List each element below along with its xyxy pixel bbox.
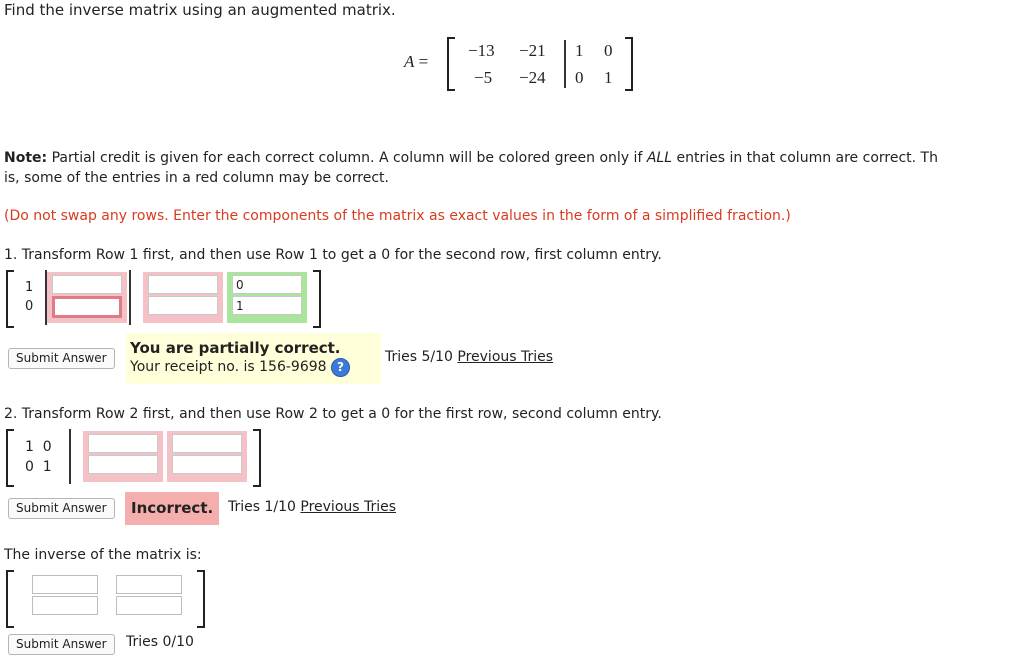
- matrix-a-right-bracket: [625, 37, 633, 91]
- q1-r1c2-input[interactable]: [148, 275, 218, 294]
- q2-incorrect-badge: Incorrect.: [125, 492, 219, 525]
- q2-column-2: [167, 431, 247, 482]
- q1-left-bracket: [6, 270, 14, 328]
- q3-r1c2-input[interactable]: [116, 575, 182, 594]
- matrix-a-cell: −13: [468, 41, 495, 60]
- q1-column-3: [227, 272, 307, 323]
- q1-previous-tries-link[interactable]: Previous Tries: [457, 349, 554, 365]
- q1-receipt-text: Your receipt no. is 156-9698: [130, 359, 327, 375]
- note-text-1: Partial credit is given for each correct column. A column will be colored green only if: [51, 150, 643, 166]
- matrix-a-cell: −21: [519, 41, 546, 60]
- q3-r2c2-input[interactable]: [116, 596, 182, 615]
- help-icon[interactable]: ?: [331, 358, 350, 377]
- q1-tries-count: Tries 5/10: [385, 349, 453, 365]
- q3-r1c1-input[interactable]: [32, 575, 98, 594]
- note-bold-label: Note:: [4, 150, 48, 166]
- q2-r1c2-input[interactable]: [172, 434, 242, 453]
- q2-prompt: 2. Transform Row 2 first, and then use Row 2 to get a 0 for the first row, second column entry.: [4, 406, 662, 422]
- q1-column-2: [143, 272, 223, 323]
- q3-right-bracket: [197, 570, 205, 628]
- q2-r1c1-input[interactable]: [88, 434, 158, 453]
- q1-column-1: [47, 272, 127, 323]
- q2-left-bracket: [6, 429, 14, 487]
- q2-previous-tries-link[interactable]: Previous Tries: [300, 499, 397, 515]
- q1-r2c1-input[interactable]: [52, 296, 122, 318]
- warning-text: (Do not swap any rows. Enter the components of the matrix as exact values in the form of a simplified fraction.): [4, 208, 791, 224]
- note-emphasis: ALL: [646, 150, 673, 166]
- matrix-a-augment-line: [564, 40, 566, 88]
- instruction-text: Find the inverse matrix using an augmented matrix.: [4, 1, 396, 19]
- q1-right-bracket: [313, 270, 321, 328]
- q3-column-1: [27, 572, 103, 623]
- note-text-2: entries in that column are correct. Th: [676, 150, 938, 166]
- matrix-a-cell: 1: [575, 41, 584, 60]
- q2-submit-button[interactable]: Submit Answer: [8, 498, 115, 519]
- q3-tries-count: Tries 0/10: [126, 634, 194, 650]
- q1-r1c1-input[interactable]: [52, 275, 122, 294]
- q2-fixed-row: 1 0: [25, 439, 52, 455]
- q1-tries: [385, 349, 553, 365]
- matrix-a-cell: 0: [575, 68, 584, 87]
- matrix-a-label: A =: [404, 52, 429, 71]
- q3-submit-button[interactable]: Submit Answer: [8, 634, 115, 655]
- matrix-a-left-bracket: [447, 37, 455, 91]
- q1-submit-button[interactable]: Submit Answer: [8, 348, 115, 369]
- q2-r2c1-input[interactable]: [88, 455, 158, 474]
- q2-right-bracket: [253, 429, 261, 487]
- q1-fixed-entry: 0: [25, 299, 34, 314]
- q2-fixed-row: 0 1: [25, 459, 52, 475]
- q2-separator: [69, 429, 71, 484]
- note-line-2: is, some of the entries in a red column may be correct.: [4, 170, 389, 186]
- q2-tries-count: Tries 1/10: [228, 499, 296, 515]
- note-line-1: [4, 150, 938, 166]
- q2-tries: [228, 499, 396, 515]
- q1-r2c2-input[interactable]: [148, 296, 218, 315]
- q1-receipt: [130, 357, 377, 377]
- matrix-a-cell: −5: [474, 68, 493, 87]
- matrix-a-cell: 1: [604, 68, 613, 87]
- q1-separator: [129, 270, 131, 325]
- q1-feedback-title: You are partially correct.: [130, 339, 341, 357]
- q3-column-2: [111, 572, 187, 623]
- q1-feedback-box: [126, 333, 381, 384]
- matrix-a-cell: 0: [604, 41, 613, 60]
- q1-fixed-entry: 1: [25, 280, 34, 295]
- matrix-a-cell: −24: [519, 68, 546, 87]
- q3-prompt: The inverse of the matrix is:: [4, 547, 202, 563]
- q3-r2c1-input[interactable]: [32, 596, 98, 615]
- q3-left-bracket: [6, 570, 14, 628]
- q1-r2c3-input[interactable]: [232, 296, 302, 315]
- q1-prompt: 1. Transform Row 1 first, and then use Row 1 to get a 0 for the second row, first column entry.: [4, 247, 662, 263]
- q2-column-1: [83, 431, 163, 482]
- q1-r1c3-input[interactable]: [232, 275, 302, 294]
- q2-r2c2-input[interactable]: [172, 455, 242, 474]
